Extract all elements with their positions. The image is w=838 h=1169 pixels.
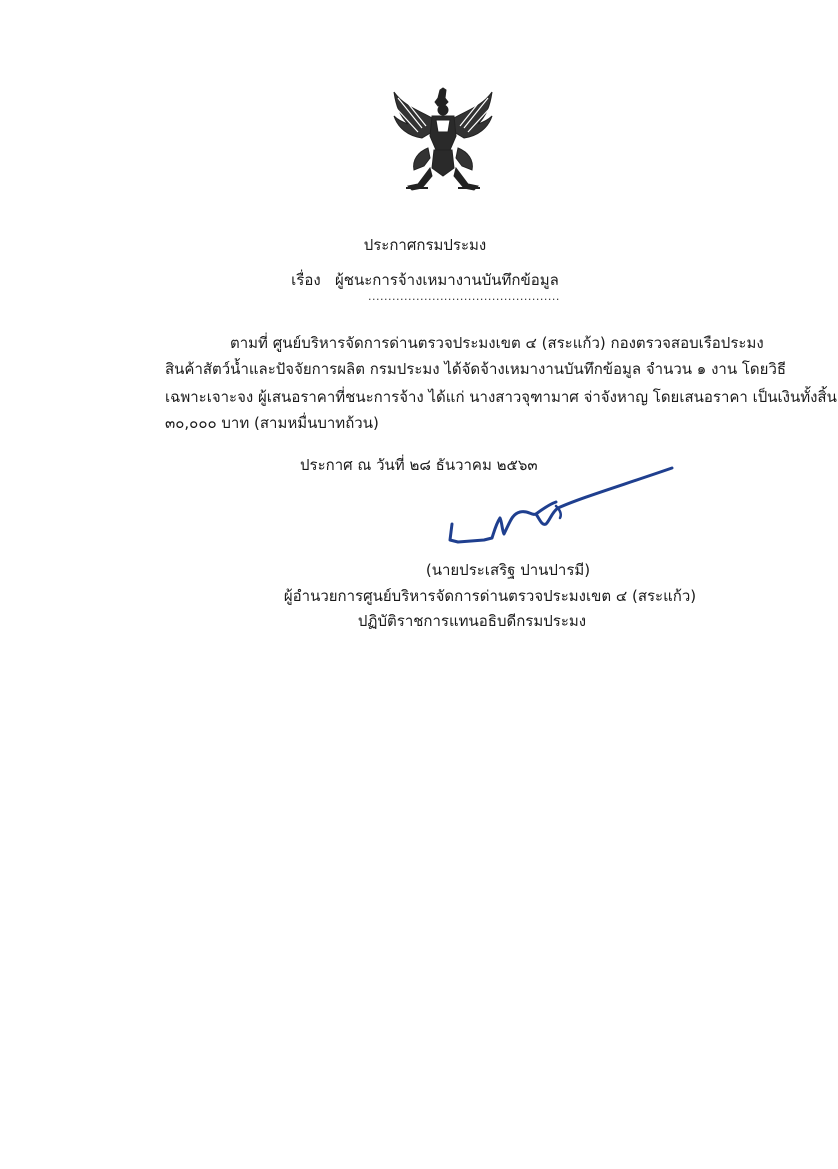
subject-label: เรื่อง [291,271,321,289]
signatory-name: (นายประเสริฐ ปานปารมี) [425,561,591,579]
divider-dots: ................................................ [368,290,560,303]
subject-text: ผู้ชนะการจ้างเหมางานบันทึกข้อมูล [335,271,559,289]
signatory-acting: ปฏิบัติราชการแทนอธิบดีกรมประมง [357,612,587,630]
announcement-title: ประกาศกรมประมง [363,236,487,254]
body-line-2: สินค้าสัตว์น้ำและปัจจัยการผลิต กรมประมง ได้จัดจ้างเหมางานบันทึกข้อมูล จำนวน ๑ งาน โดยวิธี [165,360,787,378]
body-line-3: เฉพาะเจาะจง ผู้เสนอราคาที่ชนะการจ้าง ได้แก่ นางสาวจุฑามาศ จ่าจังหาญ โดยเสนอราคา เป็นเงินทั้งสิ้น [165,388,837,406]
handwritten-signature [440,462,680,552]
body-line-1: ตามที่ ศูนย์บริหารจัดการด่านตรวจประมงเขต ๔ (สระแก้ว) กองตรวจสอบเรือประมง [230,334,764,352]
subject-line [12,268,838,292]
body-line-4: ๓๐,๐๐๐ บาท (สามหมื่นบาทถ้วน) [165,414,379,432]
garuda-emblem-icon [388,88,498,196]
signatory-position: ผู้อำนวยการศูนย์บริหารจัดการด่านตรวจประมงเขต ๔ (สระแก้ว) [283,587,697,605]
announcement-date: ประกาศ ณ วันที่ ๒๘ ธันวาคม ๒๕๖๓ [300,456,538,474]
